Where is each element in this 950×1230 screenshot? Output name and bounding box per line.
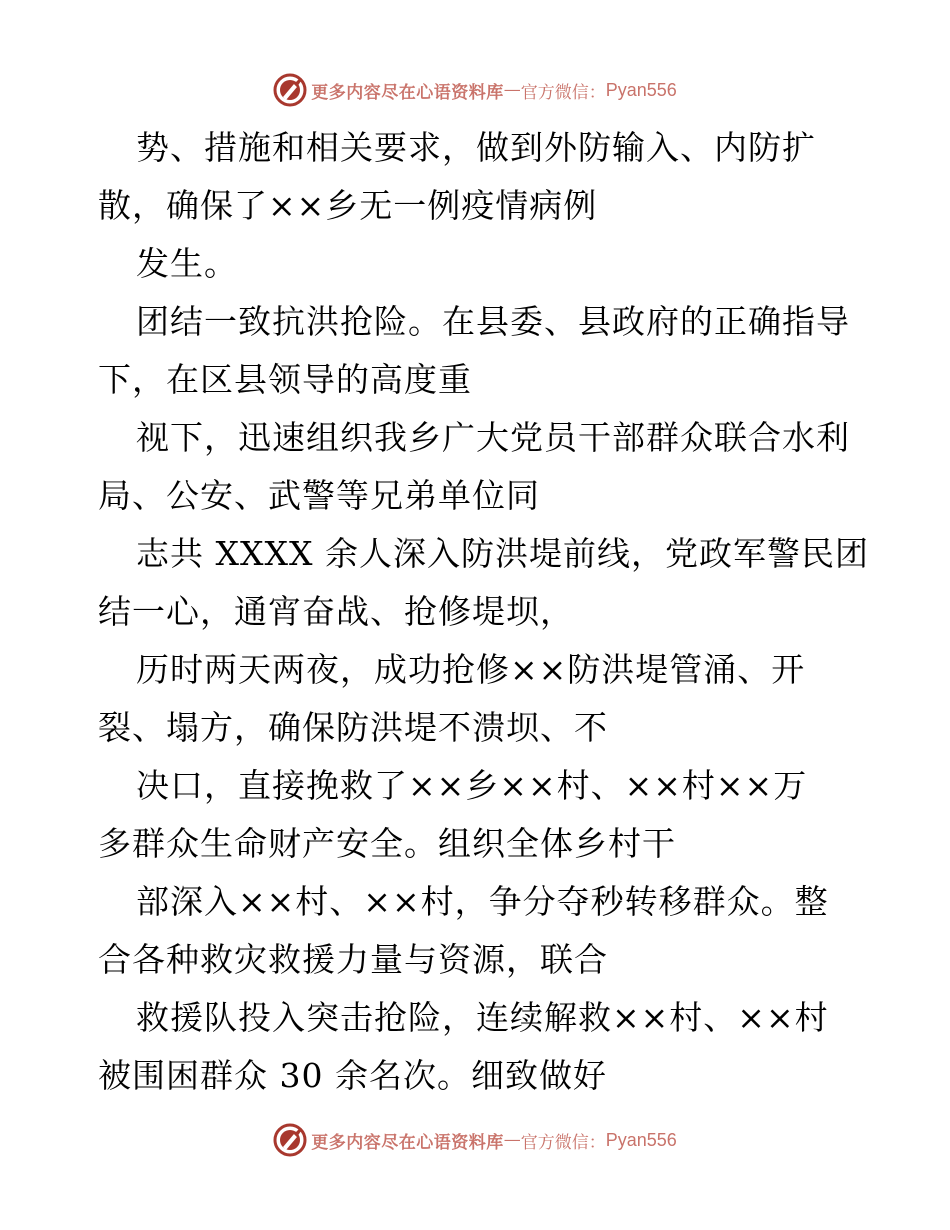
footer-wechat-label: 官方微信： xyxy=(520,1132,606,1153)
text-line: 历时两天两夜，成功抢修××防洪堤管涌、开 xyxy=(136,650,806,689)
text-line: 决口，直接挽救了××乡××村、××村××万 xyxy=(136,766,808,805)
text-line: 被围困群众 30 余名次。细致做好 xyxy=(98,1056,607,1095)
text-line: 视下，迅速组织我乡广大党员干部群众联合水利 xyxy=(136,418,850,457)
text-line: 结一心，通宵奋战、抢修堤坝， xyxy=(98,592,574,631)
text-line: 合各种救灾救援力量与资源，联合 xyxy=(98,940,608,979)
footer-wechat-id: Pyan556 xyxy=(605,1129,677,1150)
pen-nib-logo-icon xyxy=(273,1123,307,1157)
header-dash: — xyxy=(503,80,521,100)
text-line: 裂、塌方，确保防洪堤不溃坝、不 xyxy=(98,708,608,747)
header-brand: 更多内容尽在心语资料库 xyxy=(311,82,504,103)
text-line: 团结一致抗洪抢险。在县委、县政府的正确指导 xyxy=(136,302,850,341)
footer-brand: 更多内容尽在心语资料库 xyxy=(311,1132,504,1153)
text-line: 志共 XXXX 余人深入防洪堤前线，党政军警民团 xyxy=(136,534,869,573)
text-line: 散，确保了××乡无一例疫情病例 xyxy=(98,186,598,225)
header-banner xyxy=(0,72,950,108)
header-wechat-id: Pyan556 xyxy=(605,79,677,100)
header-wechat-label: 官方微信： xyxy=(520,82,606,103)
text-line: 下，在区县领导的高度重 xyxy=(98,360,472,399)
footer-banner xyxy=(0,1122,950,1158)
text-line: 局、公安、武警等兄弟单位同 xyxy=(98,476,540,515)
pen-nib-logo-icon xyxy=(273,73,307,107)
text-line: 部深入××村、××村，争分夺秒转移群众。整 xyxy=(136,882,829,921)
text-line: 救援队投入突击抢险，连续解救××村、××村 xyxy=(136,998,829,1037)
text-line: 多群众生命财产安全。组织全体乡村干 xyxy=(98,824,676,863)
text-line: 势、措施和相关要求，做到外防输入、内防扩 xyxy=(136,128,816,167)
text-line: 发生。 xyxy=(136,244,238,283)
footer-dash: — xyxy=(503,1130,521,1150)
